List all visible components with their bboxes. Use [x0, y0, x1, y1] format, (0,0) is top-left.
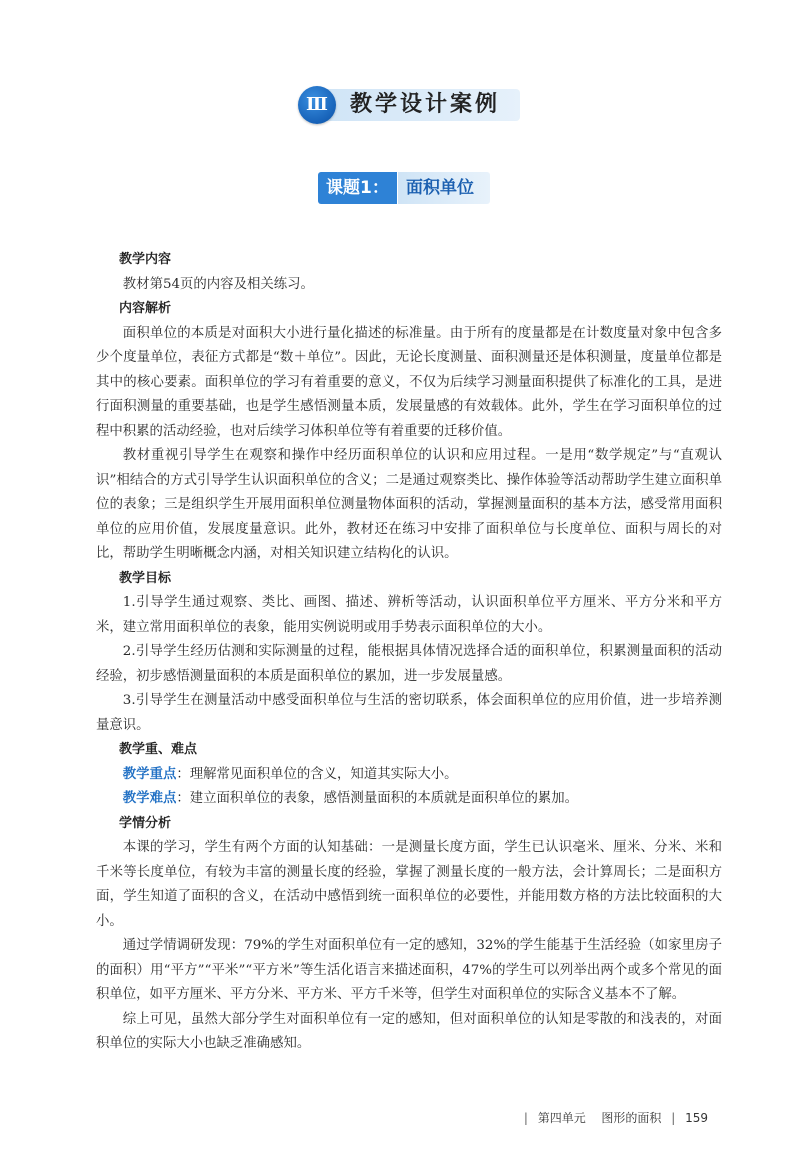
footer-divider-right: |: [671, 1111, 676, 1125]
section-number-badge: Ⅲ: [298, 86, 336, 124]
paragraph-learner-1: 本课的学习，学生有两个方面的认知基础：一是测量长度方面，学生已认识毫米、厘米、分米、米和千米等长度单位，有较为丰富的测量长度的经验，掌握了测量长度的一般方法，会计算周长；二是面积方面，学生知道了面积的含义，在活动中感悟到统一面积单位的必要性，并能用数方格的方法比较面积的大小。: [96, 840, 722, 929]
paragraph-learner-2: 通过学情调研发现：79%的学生对面积单位有一定的感知，32%的学生能基于生活经验（如家里房子的面积）用“平方”“平米”“平方米”等生活化语言来描述面积，47%的学生可以列举出两个或多个常见的面积单位，如平方厘米、平方分米、平方米、平方千米等，但学生对面积单位的实际含义基本不了解。: [96, 938, 722, 1002]
footer-divider-left: |: [523, 1111, 528, 1125]
footer-chapter: 图形的面积: [601, 1111, 662, 1125]
heading-learner-analysis: 学情分析: [119, 815, 172, 831]
page-footer: [518, 1109, 708, 1126]
document-body: [96, 248, 722, 1057]
key-point-text: ：理解常见面积单位的含义，知道其实际大小。: [176, 766, 458, 782]
paragraph-key-point: [96, 763, 722, 788]
difficult-point-text: ：建立面积单位的表象，感悟测量面积的本质就是面积单位的累加。: [176, 791, 579, 806]
heading-teaching-goals: 教学目标: [119, 570, 172, 586]
heading-key-difficult: 教学重、难点: [119, 742, 198, 757]
paragraph-analysis-1: 面积单位的本质是对面积大小进行量化描述的标准量。由于所有的度量都是在计数度量对象中包含多少个度量单位，表征方式都是“数＋单位”。因此，无论长度测量、面积测量还是体积测量，度量单位都是其中的核心要素。面积单位的学习有着重要的意义，不仅为后续学习测量面积提供了标准化的工具，是进行面积测量的重要基础，也是学生感悟测量本质，发展量感的有效载体。此外，学生在学习面积单位的过程中积累的活动经验，也对后续学习体积单位等有着重要的迁移价值。: [96, 325, 722, 439]
paragraph-goal-3: 3.引导学生在测量活动中感受面积单位与生活的密切联系，体会面积单位的应用价值，进一步培养测量意识。: [96, 693, 722, 733]
heading-teaching-content: 教学内容: [119, 252, 172, 267]
difficult-point-label: 教学难点: [122, 791, 177, 806]
paragraph-learner-3: 综上可见，虽然大部分学生对面积单位有一定的感知，但对面积单位的认知是零散的和浅表的，对面积单位的实际大小也缺乏准确感知。: [96, 1011, 722, 1051]
lesson-banner: [314, 172, 490, 204]
page-number: 159: [685, 1111, 708, 1125]
key-point-label: 教学重点: [122, 766, 177, 782]
heading-content-analysis: 内容解析: [119, 301, 172, 316]
paragraph-teaching-content: 教材第54页的内容及相关练习。: [122, 276, 314, 292]
lesson-title: 面积单位: [398, 172, 490, 204]
footer-unit: 第四单元: [537, 1111, 586, 1125]
paragraph-difficult-point: [96, 787, 722, 812]
section-title: 教学设计案例: [350, 92, 501, 117]
lesson-number-tab: 课题1：: [318, 172, 397, 204]
paragraph-analysis-2: 教材重视引导学生在观察和操作中经历面积单位的认识和应用过程。一是用“数学规定”与“直观认识”相结合的方式引导学生认识面积单位的含义；二是通过观察类比、操作体验等活动帮助学生建立面积单位的表象；三是组织学生开展用面积单位测量物体面积的活动，掌握测量面积的基本方法，感受常用面积单位的应用价值，发展度量意识。此外，教材还在练习中安排了面积单位与长度单位、面积与周长的对比，帮助学生明晰概念内涵，对相关知识建立结构化的认识。: [96, 448, 722, 561]
paragraph-goal-2: 2.引导学生经历估测和实际测量的过程，能根据具体情况选择合适的面积单位，积累测量面积的活动经验，初步感悟测量面积的本质是面积单位的累加，进一步发展量感。: [96, 644, 722, 684]
section-header-banner: [298, 86, 520, 124]
paragraph-goal-1: 1.引导学生通过观察、类比、画图、描述、辨析等活动，认识面积单位平方厘米、平方分米和平方米，建立常用面积单位的表象，能用实例说明或用手势表示面积单位的大小。: [96, 595, 722, 635]
